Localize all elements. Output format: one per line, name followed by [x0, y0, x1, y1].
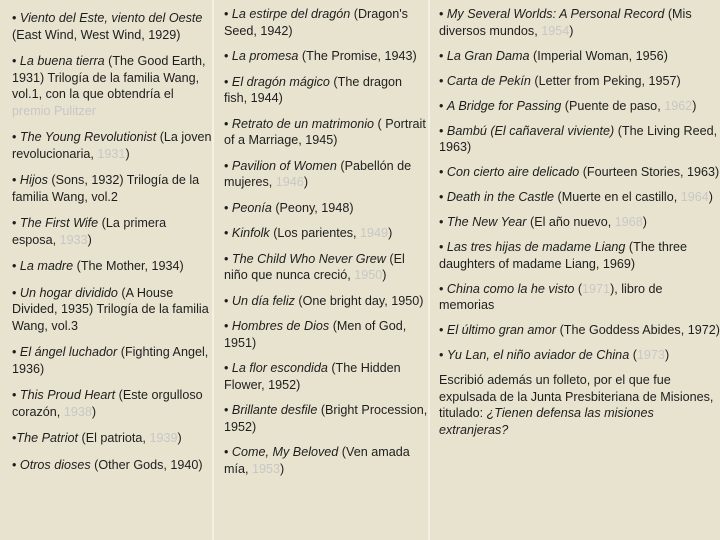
bullet: • — [439, 73, 447, 88]
bullet: • — [439, 240, 447, 254]
book-details: ( Portrait of a Marriage, 1945) — [224, 116, 426, 147]
book-entry — [224, 251, 428, 284]
bullet: • — [12, 388, 20, 402]
book-details: (The Living Reed, 1963) — [439, 123, 718, 154]
bullet: • — [224, 7, 232, 21]
book-title: Retrato de un matrimonio — [231, 116, 375, 131]
book-details-end: ) — [382, 268, 387, 282]
bullet: • — [439, 7, 447, 21]
book-title: El último gran amor — [446, 323, 557, 337]
book-details: (The Mother, 1934) — [73, 259, 184, 273]
book-details: (Other Gods, 1940) — [90, 457, 203, 472]
bullet: • — [12, 54, 20, 68]
column-1 — [0, 0, 212, 540]
book-entry — [224, 318, 428, 351]
year-link[interactable]: 1971 — [582, 281, 611, 296]
book-entry — [12, 172, 212, 205]
book-title: Viento del Este, viento del Oeste — [19, 11, 203, 25]
book-details: (Sons, 1932) Trilogía de la familia Wang, vol.2 — [12, 173, 200, 204]
book-details: (The Promise, 1943) — [298, 49, 417, 63]
book-title: Peonía — [231, 200, 272, 215]
bullet: • — [439, 215, 447, 229]
year-link[interactable]: 1939 — [149, 431, 178, 445]
book-entry — [439, 98, 720, 115]
book-details: (El niño que nunca creció, — [224, 251, 405, 282]
bullet: • — [224, 445, 232, 459]
book-entry — [439, 164, 720, 181]
book-title: The Young Revolutionist — [19, 130, 157, 144]
book-details-end: ) — [87, 232, 92, 247]
bullet: • — [224, 200, 232, 215]
bullet: • — [12, 173, 20, 187]
bullet: • — [439, 190, 447, 204]
book-title: The Child Who Never Grew — [231, 251, 386, 266]
book-details: (East Wind, West Wind, 1929) — [12, 27, 181, 42]
year-link[interactable]: 1973 — [636, 348, 665, 362]
bullet: • — [439, 323, 447, 337]
book-title: Un hogar dividido — [19, 285, 118, 300]
book-details: (Puente de paso, — [561, 98, 665, 113]
book-title: La estirpe del dragón — [231, 7, 351, 21]
book-entry — [12, 285, 212, 335]
book-title: La Gran Dama — [446, 48, 530, 63]
book-title: Brillante desfile — [231, 403, 318, 417]
book-entry — [12, 53, 212, 119]
book-entry — [12, 10, 212, 43]
book-entry — [439, 347, 720, 364]
book-details-end: ) — [177, 431, 182, 445]
book-title: Kinfolk — [231, 226, 270, 240]
book-entry — [439, 322, 720, 339]
book-details: (The Hidden Flower, 1952) — [224, 361, 401, 392]
year-link[interactable]: 1962 — [664, 98, 693, 113]
bullet: • — [224, 251, 232, 266]
book-details: (The Good Earth, 1931) Trilogía de la familia Wang, vol.1, con la que obtendría el — [12, 54, 206, 101]
footer-note-title: ¿Tienen defensa las misiones extranjeras? — [439, 406, 654, 437]
book-details-end: ) — [125, 146, 130, 161]
book-title: Yu Lan, el niño aviador de China — [446, 348, 630, 362]
book-entry — [224, 48, 428, 65]
book-entry — [224, 444, 428, 477]
book-details: (The dragon fish, 1944) — [224, 74, 403, 105]
book-entry — [224, 200, 428, 217]
book-details: (Bright Procession, 1952) — [224, 403, 428, 434]
book-title: La buena tierra — [19, 54, 105, 68]
book-title: Carta de Pekín — [446, 73, 531, 88]
book-details-end: ) — [91, 404, 97, 419]
book-entry — [224, 6, 428, 39]
bullet: • — [12, 457, 20, 472]
bullet: • — [224, 293, 232, 308]
book-details: (The Goddess Abides, 1972) — [556, 323, 720, 337]
book-details: (La primera esposa, — [12, 216, 167, 247]
book-entry — [224, 360, 428, 393]
bullet: • — [224, 116, 232, 131]
bullet: • — [224, 158, 232, 173]
book-entry — [439, 281, 720, 314]
book-title: My Several Worlds: A Personal Record — [446, 7, 665, 21]
book-details: (Men of God, 1951) — [224, 319, 407, 350]
book-details: (Fourteen Stories, 1963) — [579, 165, 720, 179]
book-title: The Patriot — [16, 431, 79, 445]
book-entry — [224, 402, 428, 435]
book-title: Hombres de Dios — [231, 319, 330, 333]
year-link[interactable]: 1968 — [614, 215, 643, 229]
book-details: (Mis diversos mundos, — [439, 7, 692, 38]
book-details: (Ven amada mía, — [224, 445, 410, 476]
book-entry — [224, 158, 428, 191]
year-link[interactable]: 1933 — [59, 232, 88, 247]
book-details-end: ) — [280, 461, 285, 476]
book-title: Come, My Beloved — [231, 445, 339, 459]
year-link[interactable]: 1964 — [680, 190, 709, 204]
book-details: (Muerte en el castillo, — [554, 190, 681, 204]
book-entry — [439, 123, 720, 156]
year-link[interactable]: 1938 — [63, 404, 92, 419]
book-details-end: ) — [303, 175, 309, 189]
year-link[interactable]: 1931 — [97, 146, 126, 161]
year-link[interactable]: 1950 — [354, 268, 383, 282]
bullet: • — [12, 130, 20, 144]
book-details: ( — [574, 281, 583, 296]
book-details: (Imperial Woman, 1956) — [529, 48, 668, 63]
book-title: Bambú (El cañaveral viviente) — [446, 123, 615, 138]
book-details: ( — [629, 348, 637, 362]
book-title: El ángel luchador — [19, 345, 118, 359]
book-title: La madre — [19, 259, 74, 273]
book-title: La promesa — [231, 49, 299, 63]
book-details-end: ) — [664, 348, 670, 362]
book-details: (Este orgulloso corazón, — [12, 388, 203, 419]
footer-note — [439, 372, 720, 438]
book-title: Otros dioses — [19, 457, 91, 472]
book-entry — [12, 457, 212, 474]
column-2 — [214, 0, 428, 540]
book-details: (Fighting Angel, 1936) — [12, 345, 209, 376]
book-entry — [439, 73, 720, 90]
bullet: • — [12, 285, 20, 300]
book-title: Pavilion of Women — [231, 158, 337, 173]
book-details-end: ) — [642, 215, 647, 229]
book-entry — [439, 48, 720, 65]
bullet: • — [224, 49, 232, 63]
footer-note-text: Escribió además un folleto, por el que fue expulsada de la Junta Presbiteriana de Misiones, titulado: — [439, 373, 714, 420]
book-details: (One bright day, 1950) — [294, 293, 424, 308]
bullet: • — [224, 226, 232, 240]
year-link[interactable]: 1949 — [360, 226, 389, 240]
bullet: • — [439, 165, 447, 179]
book-details: (Los parientes, — [269, 226, 361, 240]
book-details-end: ), libro de memorias — [439, 281, 663, 312]
book-title: Death in the Castle — [446, 190, 555, 204]
book-title: El dragón mágico — [231, 74, 330, 89]
bullet: • — [12, 345, 20, 359]
book-details: (Dragon's Seed, 1942) — [224, 7, 408, 38]
book-entry — [224, 116, 428, 149]
bullet: • — [224, 361, 232, 375]
book-details: (Pabellón de mujeres, — [224, 158, 412, 189]
bullet: • — [12, 216, 20, 230]
book-details: (Letter from Peking, 1957) — [530, 73, 681, 88]
book-entry — [12, 258, 212, 275]
bullet: • — [12, 11, 20, 25]
book-entry — [439, 214, 720, 231]
year-link[interactable]: 1953 — [252, 461, 281, 476]
book-entry — [224, 225, 428, 242]
book-entry — [439, 189, 720, 206]
bullet: • — [439, 123, 447, 138]
book-details: (Peony, 1948) — [271, 200, 354, 215]
book-entry — [439, 6, 720, 39]
book-details: (El patriota, — [78, 431, 150, 445]
book-details: (El año nuevo, — [526, 215, 615, 229]
book-entry — [12, 430, 212, 447]
book-entry — [12, 344, 212, 377]
book-details-end: ) — [692, 98, 697, 113]
book-title: This Proud Heart — [19, 388, 116, 402]
bullet: • — [439, 281, 447, 296]
book-details-end: ) — [708, 190, 713, 204]
book-entry — [12, 215, 212, 248]
book-title: Las tres hijas de madame Liang — [446, 240, 626, 254]
bullet: • — [439, 98, 447, 113]
book-entry — [12, 129, 212, 162]
book-title: A Bridge for Passing — [446, 98, 562, 113]
book-title: La flor escondida — [231, 361, 328, 375]
bullet: • — [224, 74, 232, 89]
book-title: Con cierto aire delicado — [446, 165, 580, 179]
book-details: (The three daughters of madame Liang, 1969) — [439, 240, 688, 271]
bullet: • — [439, 48, 447, 63]
bullet: • — [12, 431, 17, 445]
year-link[interactable]: 1954 — [541, 23, 570, 38]
book-details-end: ) — [388, 226, 393, 240]
year-link[interactable]: premio Pulitzer — [12, 103, 96, 118]
year-link[interactable]: 1946 — [275, 175, 304, 189]
bullet: • — [439, 348, 447, 362]
bullet: • — [224, 319, 232, 333]
book-title: China como la he visto — [446, 281, 575, 296]
book-details: (La joven revolucionaria, — [12, 130, 212, 161]
book-entry — [12, 387, 212, 420]
book-entry — [439, 239, 720, 272]
bullet: • — [12, 259, 20, 273]
book-title: Un día feliz — [231, 293, 295, 308]
book-title: The First Wife — [19, 216, 99, 230]
book-title: Hijos — [19, 173, 48, 187]
bullet: • — [224, 403, 232, 417]
book-details-end: ) — [569, 23, 574, 38]
column-3 — [428, 0, 720, 540]
book-title: The New Year — [446, 215, 527, 229]
book-entry — [224, 293, 428, 310]
book-entry — [224, 74, 428, 107]
book-details: (A House Divided, 1935) Trilogía de la familia Wang, vol.3 — [12, 285, 209, 333]
